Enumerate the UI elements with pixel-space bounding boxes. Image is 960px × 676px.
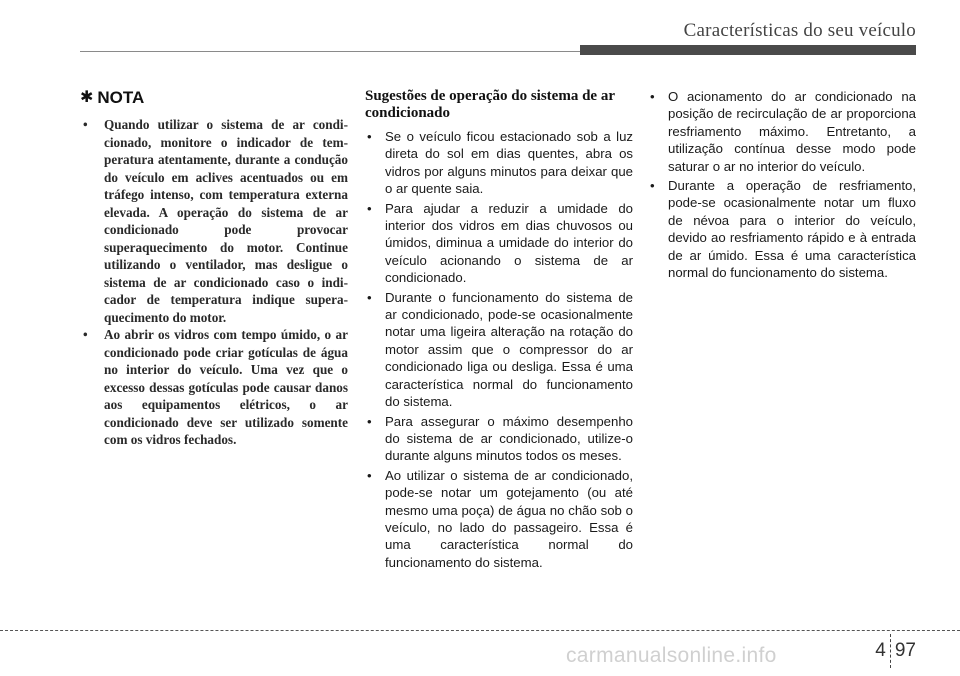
section-heading: Sugestões de operação do sistema de ar condicionado	[365, 88, 615, 121]
tip-item: • Durante a operação de resfriamento, pode-se ocasionalmente notar um fluxo de névoa para o interior do veículo, devido ao resfriamento rápido e à entrada de ar úmido. Essa é uma característica normal do funcionamento do sistema.	[648, 177, 916, 281]
watermark: carmanualsonline.info	[566, 644, 777, 667]
tips-column-continued	[648, 88, 916, 283]
tip-item: • Ao utilizar o sistema de ar condicionado, pode-se notar um gotejamento (ou até mesmo uma poça) de água no chão sob o veículo, no lado do passageiro. Essa é uma característica normal do funcionamento do sistema.	[365, 467, 633, 571]
tip-item: • Para ajudar a reduzir a umidade do interior dos vidros em dias chuvosos ou úmidos, diminua a umidade do interior do veículo acionando o sistema de ar condicionado.	[365, 200, 633, 287]
chapter-number: 4	[875, 640, 886, 661]
asterisk-icon: ✱	[80, 89, 94, 106]
page-number	[875, 634, 916, 668]
note-item: • Ao abrir os vidros com tempo úmido, o ar condicionado pode criar gotículas de água no interior do veículo. Uma vez que o excesso dessas gotículas pode causar danos aos equipamentos elétricos, o ar condicionado deve ser utilizado somente com os vidros fechados.	[80, 326, 348, 449]
note-list	[80, 116, 348, 449]
note-column	[80, 88, 348, 449]
page-number-value: 97	[894, 640, 916, 661]
tip-item: • Para assegurar o máximo desempenho do sistema de ar condicionado, utilize-o durante alguns minutos todos os meses.	[365, 413, 633, 465]
header-bar	[580, 45, 916, 55]
header-title: Características do seu veículo	[683, 20, 916, 41]
tips-column	[365, 88, 633, 573]
footer-rule	[0, 630, 960, 631]
note-heading-label: NOTA	[97, 88, 145, 107]
tips-list	[365, 128, 633, 571]
tips-list-continued	[648, 88, 916, 281]
note-item: • Quando utilizar o sistema de ar condicionado, monitore o indicador de temperatura atentamente, durante a condução do veículo em aclives acentuados ou em tráfego intenso, com temperatura externa elevada. A operação do sistema de ar condicionado pode provocar superaquecimento do motor. Continue utilizando o ventilador, mas desligue o sistema de ar condicionado caso o indicador de temperatura indique superaquecimento do motor.	[80, 116, 348, 326]
page-number-separator	[890, 634, 891, 668]
tip-item: • Durante o funcionamento do sistema de ar condicionado, pode-se ocasionalmente notar uma ligeira alteração na rotação do motor assim que o compressor do ar condicionado liga ou desliga. Essa é uma característica normal do funcionamento do sistema.	[365, 289, 633, 411]
header-rule	[80, 51, 580, 52]
tip-item: • O acionamento do ar condicionado na posição de recirculação de ar proporciona resfriamento máximo. Entretanto, a utilização contínua desse modo pode saturar o ar no interior do veículo.	[648, 88, 916, 175]
tip-item: • Se o veículo ficou estacionado sob a luz direta do sol em dias quentes, abra os vidros por alguns minutos para deixar que o ar quente saia.	[365, 128, 633, 198]
note-heading	[80, 88, 348, 108]
